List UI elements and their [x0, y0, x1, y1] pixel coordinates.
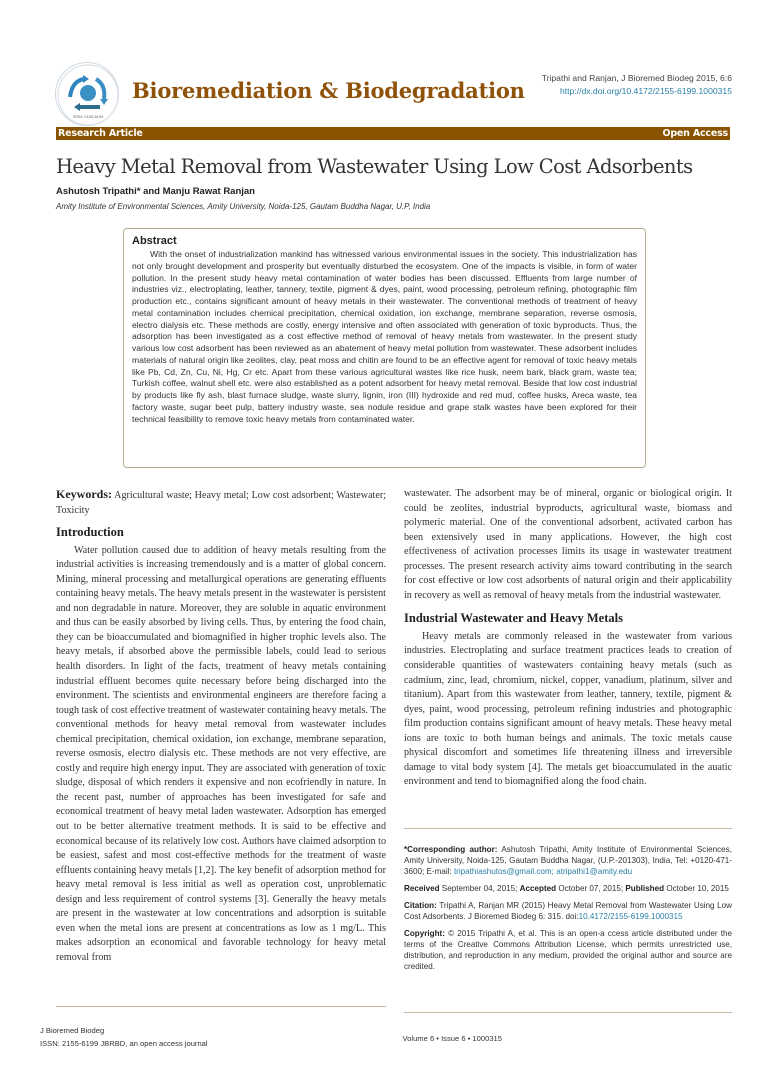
abstract-text: With the onset of industrialization mankind has witnessed various environmental issues in the society. This industrialization has not only brought development and prosperity but eventually disturbed the ecosystem. One of the impacts is visible, in form of water pollution. In the present study heavy metal contamination of water bodies has been discussed. Effluents from large number of industries viz., electroplating, leather, tannery, textile, pigment & dyes, paint, wood processing, petroleum refining, photographic film production etc., contains significant amount of heavy metals in their wastewater. The conventional methods of treatment of heavy metal contamination includes chemical precipitation, chemical oxidation, ion exchange, membrane separation, reverse osmosis, electro dialysis etc. These methods are costly, energy intensive and often associated with generation of toxic byproducts. Thus, the adsorption has been investigated as a cost effective method of removal of heavy metals from wastewater. In the present study various low cost adsorbent has been reviewed as an abatement of heavy metal pollution from wastewater. These adsorbent includes materials of natural origin like zeolites, clay, peat moss and chitin are found to be an effective agent for removal of toxic heavy metals like Pb, Cd, Zn, Cu, Ni, Hg, Cr etc. Apart from these various agricultural wastes like rice husk, neem bark, black gram, waste tea; Turkish coffee, walnut shell etc. were also established as a potent adsorbent for heavy metal removal. Beside that low cost industrial by products like fly ash, blast furnace sludge, waste slurry, lignin, iron (III) hydroxide and red mud, coffee husks, Areca waste, tea factory waste, sugar beet pulp, battery industry waste, sea nodule residue and grape stalk wastes have been explored for their technical feasibility to remove toxic heavy metals from contaminated water.: [132, 249, 637, 424]
copyright-note: [404, 928, 732, 972]
keywords-text: Agricultural waste; Heavy metal; Low cost adsorbent; Wastewater; Toxicity: [56, 490, 387, 516]
citation-label: Citation:: [404, 901, 437, 910]
accepted-date: October 07, 2015;: [558, 884, 624, 893]
footer-journal-abbrev: J Bioremed Biodeg: [40, 1026, 105, 1035]
right-column: [404, 487, 732, 790]
journal-logo-icon: [55, 62, 119, 126]
copyright-text: © 2015 Tripathi A, et al. This is an open-a ccess article distributed under the terms of the Creative Commons Attribution License, which permits unrestricted use, distribution, and reproduction in any medium, provided the original author and source are credited.: [404, 929, 732, 971]
journal-title: Bioremediation & Biodegradation: [132, 78, 525, 103]
footer-left: [40, 1024, 208, 1050]
received-label: Received: [404, 884, 440, 893]
introduction-text: Water pollution caused due to addition of heavy metals resulting from the industrial activities is increasing tremendously and is a matter of global concern. Mining, mineral processing and metallurgical operations are generating effluents containing heavy metals. The heavy metals present in the wastewater is persistent and non degradable in nature. Moreover, they are soluble in aquatic environment and thus can be easily absorbed by living cells. Thus, by entering the food chain, they can be bioaccumulated and biomagnified in higher trophic levels also. The heavy metals, if absorbed above the permissible labels, could lead to serious health disorders. In light of the facts, treatment of heavy metals containing industrial effluent becomes quite necessary before being discharged into the environment. The scientists and environmental engineers are therefore facing a tough task of cost effective treatment of wastewater containing heavy metals. The conventional methods for heavy metal removal from wastewater includes chemical precipitation, chemical oxidation, ion exchange, membrane separation, reverse osmosis, electro dialysis etc. These methods are not very effective, are costly and require high energy input. They are associated with generation of toxic sludge, disposal of which renders it expensive and non ecofriendly in nature. In the recent past, number of approaches has been investigated for safe and economical treatment of heavy metal laden wastewater. Adsorption has emerged out to be better alternative treatment methods. It is said to be effective and economical because of its relatively low cost. Authors have claimed adsorption to be easiest, safest and most cost-effective methods for the treatment of waste effluents containing heavy metals [1,2]. The key benefit of adsorption method for heavy metal removal is less initial as well as operation cost, unproblematic design and less requirement of control systems [3]. Generally the heavy metals are present in the wastewater at low concentrations and adsorption is suitable even when the metal ions are present at concentrations as low as 1 mg/L. This makes adsorption an economical and favorable technology for heavy metal removal from: [56, 544, 386, 963]
journal-header: [0, 0, 768, 126]
footer-volume: Volume 6 • Issue 6 • 1000315: [402, 1034, 502, 1043]
notes-rule: [404, 828, 732, 829]
citation-doi-link[interactable]: 10.4172/2155-6199.1000315: [578, 912, 683, 921]
doi-link[interactable]: http://dx.doi.org/10.4172/2155-6199.1000315: [559, 86, 732, 96]
email-link-2[interactable]: atripathi1@amity.edu: [556, 867, 633, 876]
published-date: October 10, 2015: [666, 884, 729, 893]
footer-issn: ISSN: 2155-6199 JBRBD, an open access journal: [40, 1039, 208, 1048]
citation-text: Tripathi A, Ranjan MR (2015) Heavy Metal Removal from Wastewater Using Low Cost Adsorbents. J Bioremed Biodeg 6: 315. doi:: [404, 901, 732, 921]
research-article-label: Research Article: [58, 127, 143, 140]
industrial-section-heading: Industrial Wastewater and Heavy Metals: [404, 611, 623, 626]
citation-note: [404, 900, 732, 922]
left-column: [56, 487, 386, 966]
received-date: September 04, 2015;: [441, 884, 518, 893]
affiliation: Amity Institute of Environmental Sciences, Amity University, Noida-125, Gautam Buddha Nagar, U.P, India: [56, 202, 431, 211]
introduction-heading: Introduction: [56, 525, 124, 540]
citation-line: Tripathi and Ranjan, J Bioremed Biodeg 2015, 6:6: [541, 73, 732, 83]
article-notes: [404, 844, 732, 978]
authors: Ashutosh Tripathi* and Manju Rawat Ranjan: [56, 186, 255, 197]
abstract-box: [123, 228, 646, 468]
article-type-band: [56, 127, 730, 140]
svg-text:ISSN: 2155-6199: ISSN: 2155-6199: [72, 114, 104, 119]
corresponding-author-note: [404, 844, 732, 877]
notes-bottom-rule: [404, 1012, 732, 1013]
keywords: [56, 487, 386, 518]
published-label: Published: [625, 884, 665, 893]
open-access-label: Open Access: [662, 127, 728, 140]
corresponding-text: Ashutosh Tripathi, Amity Institute of Environmental Sciences, Amity University, Noida-125, Gautam Buddha Nagar, (U.P.-201303), India, Tel: +0120-471-3600; E-mail:: [404, 845, 732, 876]
introduction-continuation: wastewater. The adsorbent may be of mineral, organic or biological origin. It could be zeolites, industrial byproducts, agricultural waste, biomass and polymeric material. One of the conventional adsorbent, activated carbon has been extensively used in many applications. However, the high cost effectiveness of activation processes limits its usage in wastewater treatment processes. The present research activity aims toward contributing in the search for cost effective or low cost adsorbents of natural origin and their applicability in recovery as well as removal of heavy metals from the industrial wastewater.: [404, 488, 732, 601]
copyright-label: Copyright:: [404, 929, 445, 938]
industrial-section-text: Heavy metals are commonly released in the wastewater from various industries. Electroplating and surface treatment practices leads to creation of considerable quantities of wastewaters containing heavy metals (such as cadmium, zinc, lead, chromium, nickel, copper, vanadium, platinum, silver and titanium). Apart from this wastewater from leather, tannery, textile, pigment & dyes, paint, wood processing, petroleum refining industries and photographic film production contains significant amount of heavy metals. These heavy metal ions are toxic to both human beings and animals. The toxic metals cause physical discomfort and sometimes life threatening illness and irreversible damage to vital body system [4]. The metals get bioaccumulated in the auatic environment and tend to biomagnified along the food chain.: [404, 630, 732, 788]
keywords-label: Keywords:: [56, 487, 112, 501]
left-footnote-rule: [56, 1006, 386, 1007]
email-link-1[interactable]: tripathiashutos@gmail.com;: [453, 867, 554, 876]
accepted-label: Accepted: [519, 884, 557, 893]
article-title: Heavy Metal Removal from Wastewater Using Low Cost Adsorbents: [56, 155, 693, 178]
corresponding-label: *Corresponding author:: [404, 845, 498, 854]
abstract-heading: Abstract: [132, 235, 177, 247]
dates-note: [404, 883, 732, 894]
